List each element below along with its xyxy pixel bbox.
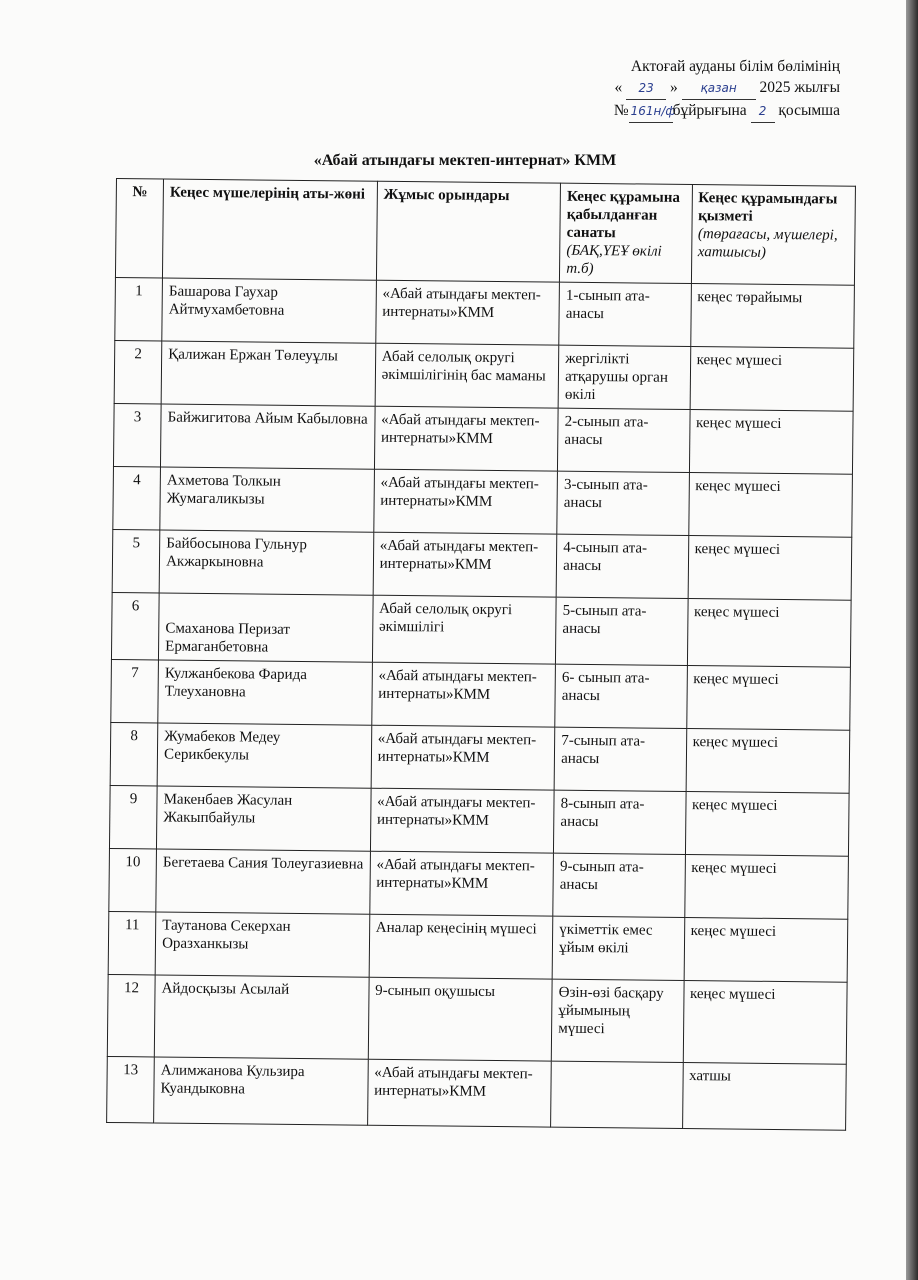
row-name: Алимжанова Кульзира Куандыковна: [154, 1057, 368, 1125]
header-number: №: [115, 179, 163, 278]
row-role: кеңес мүшесі: [686, 666, 850, 731]
order-annex-header: [540, 56, 840, 123]
row-category: Өзін-өзі басқару ұйымының мүшесі: [551, 979, 683, 1062]
header-line-department: Актоғай ауданы білім бөлімінің: [630, 58, 840, 75]
table-row: [111, 592, 851, 667]
row-name: Байжигитова Айым Кабыловна: [161, 404, 375, 469]
row-role: кеңес төрайымы: [690, 284, 854, 349]
row-role: кеңес мүшесі: [683, 980, 847, 1064]
table-row: [109, 785, 849, 856]
row-category: 5-сынып ата-анасы: [556, 597, 688, 665]
row-category: 7-сынып ата-анасы: [554, 727, 686, 791]
table-header-row: [115, 179, 855, 286]
header-category-label: Кеңес құрамына қабылданған санаты: [566, 188, 680, 242]
row-workplace: «Абай атындағы мектеп-интернаты»КММ: [369, 851, 553, 916]
header-name: Кеңес мүшелерінің аты-жөні: [163, 179, 378, 280]
handwritten-order-number: 161н/ф: [629, 101, 673, 123]
row-category: жергілікті атқарушы орган өкілі: [558, 345, 690, 409]
order-word: бұйрығына: [672, 102, 747, 119]
row-role: кеңес мүшесі: [686, 729, 850, 794]
row-name-cell: [159, 593, 373, 662]
row-number: 6: [111, 592, 159, 659]
annex-word: қосымша: [778, 102, 840, 119]
row-number: 3: [113, 403, 161, 466]
row-role: кеңес мүшесі: [688, 473, 852, 538]
row-workplace: Абай селолық округі әкімшілігі: [372, 595, 556, 664]
row-category: [551, 1061, 683, 1128]
row-number: 1: [115, 277, 163, 340]
row-name: Байбосынова Гульнур Акжаркыновна: [159, 530, 373, 595]
row-category: 1-сынып ата-анасы: [559, 282, 691, 346]
header-category: [560, 183, 692, 283]
header-line-order: [540, 100, 840, 123]
row-category: 3-сынып ата-анасы: [557, 471, 689, 535]
row-workplace: «Абай атындағы мектеп-интернаты»КММ: [374, 406, 558, 471]
date-close-quote: »: [669, 79, 678, 96]
row-number: 11: [108, 911, 156, 974]
row-name: Таутанова Секерхан Оразханкызы: [155, 912, 369, 977]
council-members-table: [106, 178, 856, 1131]
row-number: 5: [112, 529, 160, 592]
row-workplace: «Абай атындағы мектеп-интернаты»КММ: [373, 469, 557, 534]
header-category-note: (БАҚ,ҮЕҰ өкілі т.б): [566, 242, 662, 278]
row-category: 6- сынып ата-анасы: [555, 664, 687, 728]
document-title: «Абай атындағы мектеп-интернат» КММ: [313, 152, 617, 169]
row-number: 8: [110, 722, 158, 785]
row-name: Смаханова Перизат Ермаганбетовна: [165, 620, 291, 656]
row-category: 8-сынып ата-анасы: [554, 790, 686, 854]
row-role: кеңес мүшесі: [684, 917, 848, 982]
row-name: Айдосқызы Асылай: [154, 975, 368, 1059]
date-year: 2025 жылғы: [759, 79, 840, 96]
table-row: [115, 277, 855, 348]
table-row: [111, 659, 851, 730]
row-workplace: «Абай атындағы мектеп-интернаты»КММ: [371, 662, 555, 727]
table-row: [108, 911, 848, 982]
row-category: 2-сынып ата-анасы: [558, 408, 690, 472]
order-number-sign: №: [613, 102, 629, 119]
photo-dark-edge: [906, 0, 918, 1280]
row-role: хатшы: [682, 1062, 846, 1130]
row-role: кеңес мүшесі: [690, 347, 854, 412]
row-number: 10: [109, 848, 157, 911]
row-category: үкіметтік емес ұйым өкілі: [552, 916, 684, 980]
row-name: Жумабеков Медеу Серикбекулы: [157, 723, 371, 788]
handwritten-day: 23: [626, 78, 666, 100]
row-number: 7: [111, 659, 159, 722]
table-row: [113, 403, 853, 474]
table-row: [107, 1056, 847, 1130]
row-name: Қалижан Ержан Төлеуұлы: [161, 341, 375, 406]
row-workplace: «Абай атындағы мектеп-интернаты»КММ: [373, 532, 557, 597]
row-workplace: «Абай атындағы мектеп-интернаты»КММ: [375, 280, 559, 345]
row-role: кеңес мүшесі: [688, 536, 852, 601]
row-workplace: Абай селолық округі әкімшілігінің бас маманы: [375, 343, 559, 408]
date-open-quote: «: [614, 79, 623, 96]
header-role-note: (төрағасы, мүшелері, хатшысы): [697, 226, 838, 261]
row-name: Макенбаев Жасулан Жакыпбайулы: [157, 786, 371, 851]
row-category: 4-сынып ата-анасы: [556, 534, 688, 598]
row-name: Кулжанбекова Фарида Тлеухановна: [158, 660, 372, 725]
table-row: [110, 722, 850, 793]
header-line-date: [540, 77, 840, 100]
row-workplace: «Абай атындағы мектеп-интернаты»КММ: [367, 1059, 551, 1127]
handwritten-annex-number: 2: [751, 101, 775, 123]
row-role: кеңес мүшесі: [687, 599, 851, 668]
row-role: кеңес мүшесі: [689, 410, 853, 475]
row-workplace: 9-сынып оқушысы: [368, 977, 552, 1061]
table-row: [107, 974, 847, 1064]
row-name: Бегетаева Сания Толеугазиевна: [156, 849, 370, 914]
table-row: [113, 466, 853, 537]
handwritten-month: қазан: [682, 78, 756, 100]
table-row: [112, 529, 852, 600]
header-role: [691, 185, 856, 286]
row-role: кеңес мүшесі: [684, 854, 848, 919]
row-workplace: Аналар кеңесінің мүшесі: [369, 914, 553, 979]
row-number: 9: [109, 785, 157, 848]
header-workplace: Жұмыс орындары: [376, 181, 561, 282]
row-category: 9-сынып ата-анасы: [553, 853, 685, 917]
row-workplace: «Абай атындағы мектеп-интернаты»КММ: [371, 725, 555, 790]
row-number: 13: [107, 1056, 155, 1122]
table-row: [109, 848, 849, 919]
row-number: 2: [114, 340, 162, 403]
row-role: кеңес мүшесі: [685, 791, 849, 856]
table-row: [114, 340, 854, 411]
row-number: 12: [107, 974, 155, 1056]
row-name: Ахметова Толкын Жумагаликызы: [160, 467, 374, 532]
row-workplace: «Абай атындағы мектеп-интернаты»КММ: [370, 788, 554, 853]
header-role-label: Кеңес құрамындағы қызметі: [698, 190, 838, 225]
row-name: Башарова Гаухар Айтмухамбетовна: [162, 278, 376, 343]
row-number: 4: [113, 466, 161, 529]
